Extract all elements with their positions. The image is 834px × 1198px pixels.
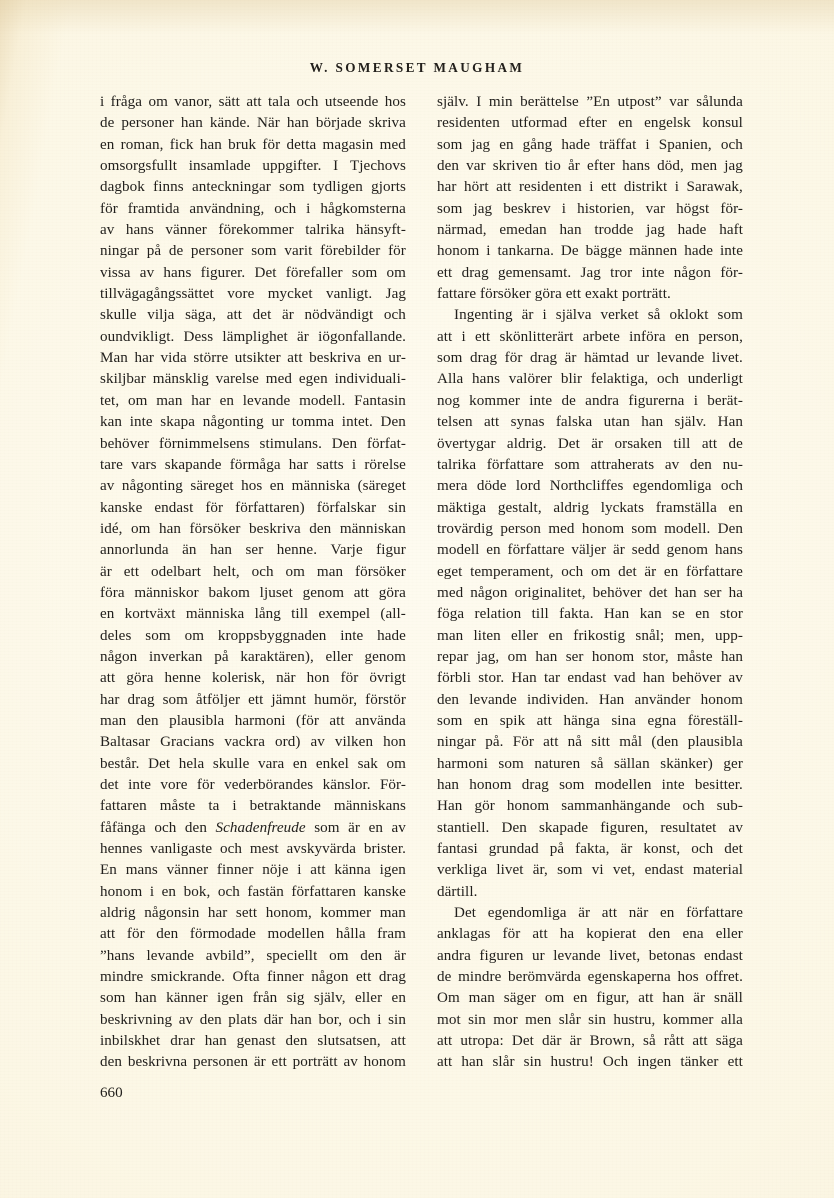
text-line: föga relation till fakta. Han kan se en stor [437, 606, 743, 623]
text-line: deles som om kroppsbyggnaden inte hade [100, 627, 406, 644]
text-line: inbilskhet drar han genast den slutsatsen, att [100, 1033, 406, 1050]
text-line: vissa av hans figurer. Det förefaller som om [100, 264, 406, 281]
text-line: som jag en gång hade träffat i Spanien, och [437, 136, 743, 153]
text-line: en kortväxt människa lång till exempel (all- [100, 606, 406, 623]
text-line: mot sin mor men slår sin hustru, kommer alla [437, 1011, 743, 1028]
text-line: av hans vänner förekommer talrika hänsyft- [100, 222, 406, 239]
text-line: en roman, fick han bruk för detta magasin med [100, 136, 406, 153]
text-line: skulle vilja säga, att det är nödvändigt och [100, 307, 406, 324]
text-line: att göra henne kolerisk, när hon för övrigt [100, 670, 406, 687]
text-line: att i ett skönlitterärt arbete införa en person, [437, 328, 743, 345]
text-line: ningar på. För att nå sitt mål (den plausibla [437, 734, 743, 751]
text-line: dagbok finns anteckningar som tydligen gjorts [100, 179, 406, 196]
text-line: telsen att synas falska utan han själv. Han [437, 414, 743, 431]
text-line: den beskrivna personen är ett porträtt av honom [100, 1054, 406, 1071]
text-line: tet, om man har en levande modell. Fantasin [100, 392, 406, 409]
text-line: av någonting säreget hos en människa (säreget [100, 478, 406, 495]
text-line: man liten eller en frikostig snål; men, upp- [437, 627, 743, 644]
text-line: annorlunda än han ser henne. Varje figur [100, 542, 406, 559]
text-line: fantasi grundad på fakta, är konst, och det [437, 841, 743, 858]
text-line: föra människor bakom ljuset genom att göra [100, 584, 406, 601]
text-line: själv. I min berättelse ”En utpost” var sålunda [437, 94, 743, 110]
text-line: residenten utformad efter en engelsk konsul [437, 115, 743, 132]
text-line: stantiell. Den skapade figuren, resultatet av [437, 819, 743, 836]
text-line: den levande individen. Han använder honom [437, 691, 743, 708]
text-line: verkliga livet är, som vi vet, endast material [437, 862, 743, 879]
text-line: ningar på de personer som varit förebilder för [100, 243, 406, 260]
text-line: Det egendomliga är att när en författare [454, 905, 743, 922]
text-line: tare vars skapande förmåga har satts i rörelse [100, 456, 406, 473]
text-line: Ingenting är i själva verket så oklokt som [454, 307, 743, 324]
text-line: har hört att residenten i ett distrikt i Sarawak, [437, 179, 743, 196]
text-line: skiljbar mänsklig varelse med egen individuali- [100, 371, 406, 388]
text-line: att utropa: Det där är Brown, så rått att säga [437, 1033, 743, 1050]
text-line: honom i tankarna. De bägge männen hade inte [437, 243, 743, 260]
text-line: trovärdig person med honom som modell. Den [437, 520, 743, 537]
page-number: 660 [100, 1085, 123, 1101]
text-line: man den plausibla harmoni (för att använda [100, 712, 406, 729]
running-head: W. SOMERSET MAUGHAM [309, 60, 525, 75]
text-column-right [437, 92, 743, 1074]
text-line: hennes vanligaste och mest avskyvärda brister. [100, 841, 406, 858]
text-line: idé, om han försöker beskriva den människan [100, 520, 406, 537]
text-line: andra figuren ur levande livet, betonas endast [437, 947, 743, 964]
text-line: honom i en bok, och fastän författaren kanske [100, 883, 406, 900]
text-line: förbli stor. Han tar endast vad han behöver av [437, 670, 743, 687]
text-line: som drag för drag är hämtad ur levande livet. [437, 350, 743, 367]
text-line: tillvägagångssättet vore mycket vanligt. Jag [100, 286, 406, 303]
text-line: oundvikligt. Dess lämplighet är iögonfallande. [100, 328, 406, 345]
text-line: fattaren måste ta i betraktande människans [100, 798, 406, 815]
text-line: har drag som åtföljer ett jämnt humör, förstör [100, 691, 406, 708]
text-line: Om man säger om en figur, att han är snäll [437, 990, 743, 1007]
text-line: de mindre berömvärda egenskaperna hos offret. [437, 969, 743, 986]
text-line: aldrig någonsin har sett honom, kommer man [100, 905, 406, 922]
text-line: ett drag gemensamt. Jag tror inte någon för- [437, 264, 743, 281]
text-line: En mans vänner finner nöje i att känna igen [100, 862, 406, 879]
text-line: Han gör honom sammanhängande och sub- [437, 798, 743, 815]
text-line: som en spik att hänga sina egna föreställ- [437, 712, 743, 729]
text-line: nog kommer inte de andra figurerna i berät- [437, 392, 743, 409]
text-line: repar jag, om han ser honom stor, måste han [437, 648, 743, 665]
text-line: omsorgsfullt insamlade uppgifter. I Tjechovs [100, 158, 406, 175]
text-line: som han känner igen från sig själv, eller en [100, 990, 406, 1007]
text-line: därtill. [437, 883, 478, 900]
text-line: mindre smickrande. Ofta finner någon ett drag [100, 969, 406, 986]
text-line: i fråga om vanor, sätt att tala och utseende hos [100, 94, 406, 110]
text-line: någon inverkan på karaktären), eller genom [100, 648, 406, 665]
text-line: fåfänga och den Schadenfreude som är en av [100, 819, 406, 836]
text-line: eget temperament, och om det är en författare [437, 563, 743, 580]
text-column-left [100, 92, 406, 1074]
text-line: han honom drag som modellen inte besitter. [437, 777, 743, 793]
text-line: beskrivning av den plats där han bor, och i sin [100, 1011, 406, 1028]
text-line: mäktiga gestalt, aldrig lyckats framställa en [437, 499, 743, 516]
text-line: består. Det hela skulle vara en enkel sak om [100, 755, 406, 772]
text-line: mera döde lord Northcliffes egendomliga och [437, 478, 743, 495]
text-line: Alla hans valörer blir felaktiga, och underligt [437, 371, 743, 388]
text-line: kanske endast för författaren) förfalskar sin [100, 499, 406, 516]
text-line: ”hans levande avbild”, speciellt om den är [100, 947, 406, 964]
text-line: fattare försöker göra ett exakt porträtt. [437, 286, 671, 303]
text-line: för framtida användning, och i hågkomsterna [100, 200, 406, 217]
text-line: harmoni som naturen så sällan skänker) ger [437, 755, 743, 772]
text-line: anklagas för att ha kopierat den ena eller [437, 926, 743, 943]
text-line: att för den förmodade modellen hålla fram [100, 926, 406, 943]
text-line: som jag beskrev i historien, var högst för- [437, 200, 743, 217]
text-line: talrika författare som attraherats av den nu- [437, 456, 743, 473]
text-line: kan inte skapa någonting ur tomma intet. Den [100, 414, 406, 431]
text-line: att han slår sin hustru! Och ingen tänker ett [437, 1054, 743, 1071]
text-line: de personer han kände. När han började skriva [100, 115, 406, 132]
text-line: behöver förnimmelsens stimulans. Den förfat- [100, 435, 406, 452]
text-line: den var skriven tio år efter hans död, men jag [437, 158, 743, 175]
text-line: med någon originalitet, behöver det han ser ha [437, 584, 743, 601]
text-line: Baltasar Gracians vackra ord) av vilken hon [100, 734, 406, 751]
text-line: är ett odelbart helt, och om man försöker [100, 563, 406, 580]
text-line: modell en författare väljer är sedd genom hans [437, 542, 743, 559]
text-line: närmad, emedan han trodde jag hade haft [437, 222, 743, 239]
text-line: det inte vore för vederbörandes känslor. För- [100, 777, 406, 793]
text-line: övertygar aldrig. Det är orsaken till att de [437, 435, 743, 452]
text-line: Man har vida större utsikter att beskriva en ur- [100, 350, 406, 367]
